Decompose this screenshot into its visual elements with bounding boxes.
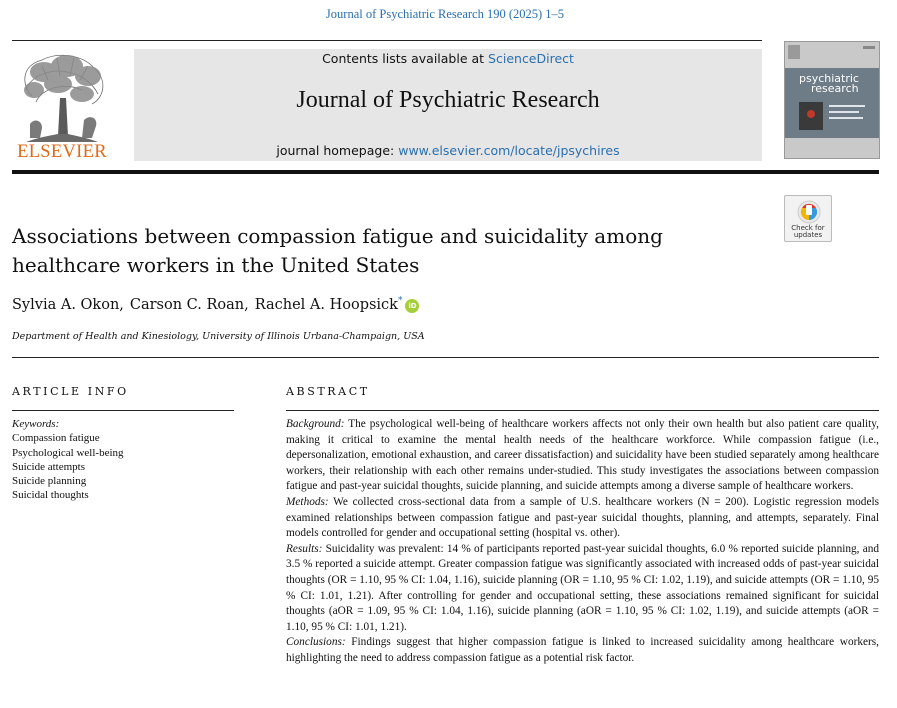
keyword: Suicide attempts bbox=[12, 460, 86, 473]
article-title: Associations between compassion fatigue and suicidality among healthcare workers in the United States bbox=[12, 224, 663, 277]
header-rule-thick bbox=[12, 170, 879, 174]
abstract-conclusions: Conclusions: Findings suggest that higher compassion fatigue is linked to increased suicidality among healthcare workers, highlighting the need to address compassion fatigue as a potential risk factor. bbox=[286, 636, 879, 664]
sciencedirect-link[interactable]: ScienceDirect bbox=[488, 51, 574, 66]
journal-homepage-link[interactable]: www.elsevier.com/locate/jpsychires bbox=[398, 143, 620, 158]
keywords-block bbox=[12, 417, 124, 503]
keyword: Suicide planning bbox=[12, 475, 87, 488]
journal-name: Journal of Psychiatric Research bbox=[296, 87, 600, 113]
keyword: Compassion fatigue bbox=[12, 432, 100, 445]
header-rule-top bbox=[12, 40, 762, 41]
journal-citation[interactable]: Journal of Psychiatric Research 190 (2025) 1–5 bbox=[325, 7, 565, 21]
author-name[interactable]: Carson C. Roan, bbox=[129, 296, 249, 313]
affiliation-rule bbox=[12, 357, 879, 358]
cover-graphic bbox=[799, 102, 869, 132]
abstract-background: Background: The psychological well-being of healthcare workers affects not only their own health but also patient care quality, making it critical to examine the mental health needs of the healthcare workforce. While compassion fatigue (i.e., depersonalization, emotional exhaustion, and career dissatisfaction) and suicidality have been studied separately among healthcare workers, their relationship with each other remains under-studied. This study investigates the associations between compassion fatigue and past-year suicidal thoughts, suicide planning, and suicide attempts among a diverse sample of healthcare workers. bbox=[286, 418, 879, 493]
abstract-rule bbox=[286, 410, 879, 411]
corresponding-author-mark[interactable]: * bbox=[397, 296, 403, 306]
article-info-rule bbox=[12, 410, 234, 411]
keyword: Psychological well-being bbox=[12, 446, 124, 459]
contents-line: Contents lists available at ScienceDirect bbox=[322, 51, 574, 66]
crossmark-label: Check for updates bbox=[791, 224, 825, 239]
abstract-methods: Methods: We collected cross-sectional data from a sample of U.S. healthcare workers (N = 200). Logistic regression models examined relationships between compassion fatigue and past-year suicidal thoughts, planning, and attempts, separately. Final models controlled for gender and occupational setting (hospital vs. other). bbox=[286, 495, 879, 540]
keywords-label: Keywords: bbox=[12, 418, 60, 430]
author-name[interactable]: Sylvia A. Okon, bbox=[12, 296, 124, 313]
journal-header-banner bbox=[134, 49, 762, 161]
elsevier-wordmark[interactable]: ELSEVIER bbox=[17, 142, 107, 162]
check-for-updates-badge[interactable] bbox=[784, 195, 832, 242]
author-name[interactable]: Rachel A. Hoopsick* bbox=[254, 296, 403, 313]
crossmark-icon bbox=[796, 199, 822, 225]
cover-title: psychiatric research bbox=[799, 72, 859, 95]
author-list bbox=[12, 296, 419, 313]
abstract-heading: ABSTRACT bbox=[286, 385, 370, 398]
journal-cover-thumbnail[interactable] bbox=[784, 41, 880, 159]
article-info-heading: ARTICLE INFO bbox=[12, 385, 129, 398]
cover-top-logo bbox=[785, 42, 880, 68]
orcid-icon[interactable]: iD bbox=[405, 299, 419, 313]
abstract-results: Results: Suicidality was prevalent: 14 % of participants reported past-year suicidal thoughts, 6.0 % reported suicide planning, and 3.5 % reported a suicide attempt. Greater compassion fatigue was significantly associated with increased odds of past-year suicidal thoughts (OR = 1.10, 95 % CI: 1.04, 1.16), suicide planning (OR = 1.10, 95 % CI: 1.02, 1.19), and suicide attempts (OR = 1.10, 95 % CI: 1.01, 1.21). After controlling for gender and occupational setting, these associations remained significant for suicidal thoughts (aOR = 1.09, 95 % CI: 1.04, 1.16), suicide planning (aOR = 1.10, 95 % CI: 1.02, 1.19), and suicide attempts (aOR = 1.10, 95 % CI: 1.01, 1.21). bbox=[286, 542, 880, 633]
author-affiliation: Department of Health and Kinesiology, University of Illinois Urbana-Champaign, USA bbox=[12, 331, 425, 342]
abstract-body bbox=[286, 417, 879, 667]
keyword: Suicidal thoughts bbox=[12, 489, 89, 502]
homepage-line: journal homepage: www.elsevier.com/locate/jpsychires bbox=[276, 143, 620, 158]
